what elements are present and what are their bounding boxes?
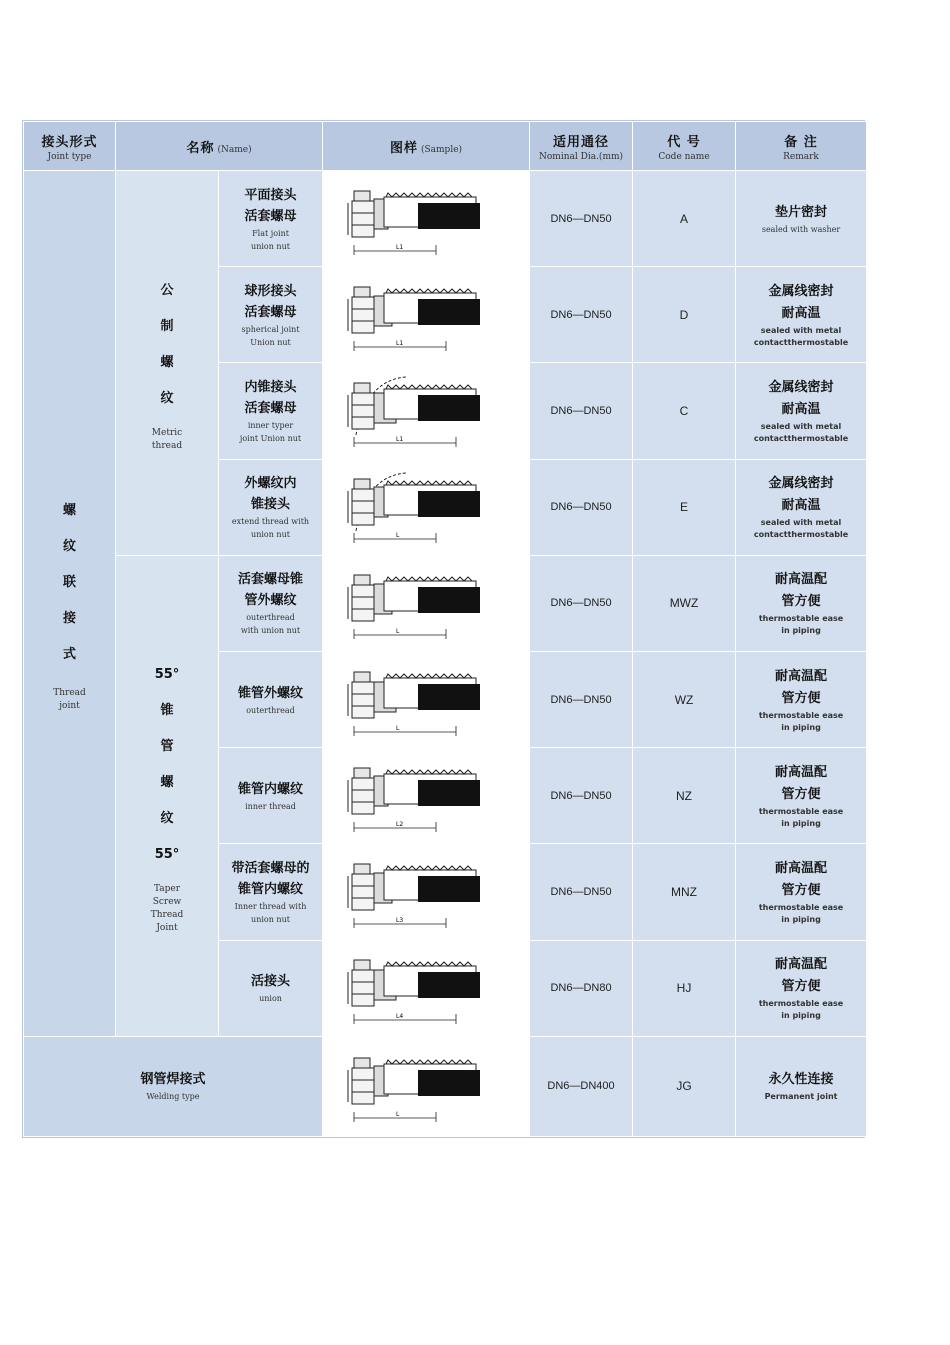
joint-name-en: Flat joint (252, 228, 289, 238)
header-joint-type-en: Joint type (47, 151, 92, 162)
nominal-dia-value: DN6—DN50 (550, 308, 612, 321)
joint-type-en: joint (59, 701, 80, 712)
sample-drawing-cell (323, 459, 530, 555)
remark-en: thermostable ease (758, 999, 844, 1009)
code-name-cell (633, 267, 736, 363)
remark-en: in piping (781, 818, 821, 828)
taper-char: 55° (154, 846, 180, 862)
nominal-dia-cell (530, 267, 633, 363)
remark-cn: 垫片密封 (775, 204, 828, 220)
joint-name-cn: 活套螺母 (244, 304, 297, 320)
nominal-dia-cell (530, 459, 633, 555)
code-name-cell (633, 844, 736, 940)
header-sample-en: (Sample) (420, 144, 463, 155)
code-name-cell (633, 940, 736, 1036)
joint-type-char: 式 (62, 647, 76, 663)
sample-drawing-cell (323, 651, 530, 747)
remark-en: sealed with metal (760, 325, 842, 335)
dimension-label: L (396, 628, 400, 636)
remark-cn: 耐高温 (781, 498, 821, 514)
remark-cn: 耐高温 (781, 305, 821, 321)
taper-char: 55° (154, 666, 180, 682)
code-name-cell (633, 459, 736, 555)
spec-sheet (22, 120, 865, 1138)
joint-name-en: outerthread (246, 705, 295, 715)
sample-drawing-cell (323, 748, 530, 844)
joint-name-en: union nut (251, 530, 290, 540)
table-row (24, 555, 867, 651)
taper-char: 纹 (160, 810, 174, 826)
remark-en: thermostable ease (758, 902, 844, 912)
code-name-value: C (679, 403, 689, 418)
remark-en: contactthermostable (753, 433, 849, 443)
remark-en: sealed with metal (760, 421, 842, 431)
remark-en: in piping (781, 1011, 821, 1021)
code-name-cell (633, 555, 736, 651)
header-joint-type-cn: 接头形式 (41, 134, 98, 150)
remark-cell (736, 844, 867, 940)
header-remark-en: Remark (783, 151, 819, 162)
taper-char: 螺 (160, 774, 174, 790)
joint-name-en: Inner thread with (234, 901, 307, 911)
joint-name-cell (219, 555, 323, 651)
joint-type-char: 螺 (62, 503, 76, 519)
dimension-label: L3 (396, 916, 404, 924)
joint-type-cell (24, 171, 116, 1037)
joint-name-en: joint Union nut (239, 433, 302, 443)
remark-cn: 耐高温 (781, 401, 821, 417)
code-name-cell (633, 651, 736, 747)
joint-name-cn: 锥管内螺纹 (238, 881, 304, 897)
joint-name-en: union nut (251, 914, 290, 924)
remark-en: in piping (781, 722, 821, 732)
remark-cell (736, 459, 867, 555)
remark-cn: 金属线密封 (768, 476, 834, 492)
joint-name-en: inner typer (247, 420, 294, 430)
header-name-en: (Name) (217, 144, 252, 155)
fitting-drawing (326, 557, 526, 649)
remark-en: sealed with metal (760, 518, 842, 528)
joint-name-cn: 锥管内螺纹 (238, 781, 304, 797)
remark-en: thermostable ease (758, 806, 844, 816)
code-name-value: NZ (676, 788, 693, 803)
fitting-drawing (326, 846, 526, 938)
taper-char: 管 (160, 738, 174, 754)
nominal-dia-value: DN6—DN50 (550, 404, 612, 417)
fitting-drawing (326, 654, 526, 746)
fitting-drawing (326, 1040, 526, 1132)
code-name-cell (633, 748, 736, 844)
remark-en: thermostable ease (758, 710, 844, 720)
joint-name-cell (219, 459, 323, 555)
nominal-dia-cell (530, 555, 633, 651)
metric-en: Metric (151, 427, 183, 438)
remark-cn: 耐高温配 (775, 860, 828, 876)
dimension-label: L (396, 532, 400, 540)
dimension-label: L2 (396, 820, 404, 828)
remark-cell (736, 171, 867, 267)
header-nominal-cn: 适用通径 (553, 134, 610, 150)
taper-en: Taper (153, 883, 181, 894)
remark-cn: 管方便 (781, 786, 821, 802)
joint-name-en: extend thread with (231, 517, 310, 527)
remark-en: Permanent joint (764, 1092, 838, 1102)
sample-drawing-cell (323, 844, 530, 940)
nominal-dia-value: DN6—DN400 (547, 1080, 615, 1093)
sample-drawing-cell (323, 555, 530, 651)
welding-type-en: Welding type (146, 1092, 200, 1102)
nominal-dia-value: DN6—DN50 (550, 693, 612, 706)
fitting-drawing (326, 750, 526, 842)
nominal-dia-value: DN6—DN50 (550, 597, 612, 610)
joint-name-en: with union nut (240, 626, 301, 636)
remark-cell (736, 940, 867, 1036)
code-name-value: HJ (676, 981, 692, 996)
joint-spec-table (23, 121, 867, 1137)
joint-name-cn: 平面接头 (244, 187, 297, 203)
taper-en: Thread (150, 909, 184, 920)
taper-thread-group (116, 555, 219, 1036)
code-name-value: D (679, 307, 689, 322)
remark-cn: 管方便 (781, 882, 821, 898)
joint-name-cn: 内锥接头 (244, 379, 297, 395)
nominal-dia-cell (530, 748, 633, 844)
joint-name-cell (219, 171, 323, 267)
header-sample (323, 122, 530, 171)
remark-cn: 管方便 (781, 594, 821, 610)
code-name-value: MWZ (669, 596, 699, 611)
header-remark (736, 122, 867, 171)
joint-name-cell (219, 748, 323, 844)
code-name-value: A (680, 211, 689, 226)
nominal-dia-value: DN6—DN50 (550, 885, 612, 898)
joint-name-cn: 外螺纹内 (244, 476, 297, 492)
nominal-dia-cell (530, 1036, 633, 1136)
dimension-label: L4 (396, 1013, 404, 1021)
fitting-drawing (326, 365, 526, 457)
remark-cn: 永久性连接 (768, 1072, 834, 1088)
nominal-dia-cell (530, 171, 633, 267)
fitting-drawing (326, 942, 526, 1034)
code-name-value: E (680, 500, 689, 515)
code-name-cell (633, 171, 736, 267)
remark-cn: 耐高温配 (775, 668, 828, 684)
joint-name-cn: 球形接头 (244, 283, 297, 299)
code-name-value: MNZ (671, 884, 698, 899)
dimension-label: L (396, 724, 400, 732)
fitting-drawing (326, 173, 526, 265)
header-nominal (530, 122, 633, 171)
header-code-en: Code name (658, 151, 710, 162)
remark-en: in piping (781, 914, 821, 924)
joint-name-cn: 活套螺母 (244, 400, 297, 416)
code-name-cell (633, 1036, 736, 1136)
remark-cn: 金属线密封 (768, 283, 834, 299)
joint-type-char: 联 (62, 575, 76, 591)
nominal-dia-cell (530, 844, 633, 940)
header-name-cn: 名称 (186, 140, 215, 156)
metric-char: 螺 (160, 354, 174, 370)
header-code (633, 122, 736, 171)
remark-cn: 管方便 (781, 690, 821, 706)
remark-en: thermostable ease (758, 614, 844, 624)
header-row (24, 122, 867, 171)
dimension-label: L (396, 1111, 400, 1119)
remark-cn: 耐高温配 (775, 764, 828, 780)
remark-cn: 耐高温配 (775, 957, 828, 973)
dimension-label: L1 (396, 243, 404, 251)
code-name-value: JG (676, 1079, 692, 1094)
joint-type-en: Thread (53, 688, 86, 699)
nominal-dia-value: DN6—DN80 (550, 982, 612, 995)
table-row (24, 171, 867, 267)
joint-name-cn: 活接头 (251, 974, 291, 990)
remark-en: sealed with washer (761, 224, 841, 234)
remark-cn: 金属线密封 (768, 379, 834, 395)
nominal-dia-cell (530, 940, 633, 1036)
metric-char: 公 (160, 282, 174, 298)
metric-thread-group (116, 171, 219, 556)
joint-name-en: inner thread (245, 801, 296, 811)
sample-drawing-cell (323, 363, 530, 459)
joint-name-cn: 活套螺母 (244, 208, 297, 224)
metric-char: 制 (160, 318, 174, 334)
joint-name-cell (219, 363, 323, 459)
nominal-dia-value: DN6—DN50 (550, 789, 612, 802)
remark-en: contactthermostable (753, 530, 849, 540)
remark-cell (736, 748, 867, 844)
fitting-drawing (326, 269, 526, 361)
remark-cn: 管方便 (781, 979, 821, 995)
remark-en: in piping (781, 626, 821, 636)
joint-name-en: spherical joint (241, 324, 300, 334)
header-joint-type (24, 122, 116, 171)
header-nominal-en: Nominal Dia.(mm) (539, 151, 624, 162)
remark-cn: 耐高温配 (775, 572, 828, 588)
header-code-cn: 代 号 (667, 134, 701, 150)
remark-cell (736, 651, 867, 747)
welding-row (24, 1036, 867, 1136)
header-sample-cn: 图样 (389, 140, 418, 156)
code-name-cell (633, 363, 736, 459)
joint-name-cn: 锥接头 (251, 497, 291, 513)
joint-name-cn: 管外螺纹 (244, 593, 297, 609)
metric-en: thread (151, 440, 183, 451)
nominal-dia-cell (530, 651, 633, 747)
welding-type-cell (24, 1036, 323, 1136)
code-name-value: WZ (674, 692, 694, 707)
sample-drawing-cell (323, 171, 530, 267)
sample-drawing-cell (323, 1036, 530, 1136)
metric-char: 纹 (160, 390, 174, 406)
dimension-label: L1 (396, 339, 404, 347)
joint-name-cell (219, 940, 323, 1036)
taper-char: 锥 (160, 702, 174, 718)
sample-drawing-cell (323, 940, 530, 1036)
remark-cell (736, 1036, 867, 1136)
joint-name-en: outerthread (246, 613, 295, 623)
remark-cell (736, 267, 867, 363)
taper-en: Joint (156, 922, 178, 933)
taper-en: Screw (152, 896, 182, 907)
nominal-dia-value: DN6—DN50 (550, 501, 612, 514)
welding-type-cn: 钢管焊接式 (140, 1072, 206, 1088)
joint-name-cell (219, 267, 323, 363)
dimension-label: L1 (396, 435, 404, 443)
joint-name-cell (219, 651, 323, 747)
joint-name-en: union (259, 994, 282, 1004)
remark-en: contactthermostable (753, 337, 849, 347)
nominal-dia-value: DN6—DN50 (550, 212, 612, 225)
fitting-drawing (326, 461, 526, 553)
header-name (116, 122, 323, 171)
header-remark-cn: 备 注 (784, 134, 818, 150)
joint-type-char: 纹 (62, 539, 76, 555)
remark-cell (736, 555, 867, 651)
joint-name-cn: 活套螺母锥 (238, 572, 304, 588)
joint-name-cn: 锥管外螺纹 (238, 685, 304, 701)
joint-name-en: union nut (251, 241, 290, 251)
joint-name-en: Union nut (250, 337, 291, 347)
joint-name-cn: 带活套螺母的 (231, 860, 310, 876)
joint-name-cell (219, 844, 323, 940)
sample-drawing-cell (323, 267, 530, 363)
remark-cell (736, 363, 867, 459)
joint-type-char: 接 (62, 611, 76, 627)
nominal-dia-cell (530, 363, 633, 459)
